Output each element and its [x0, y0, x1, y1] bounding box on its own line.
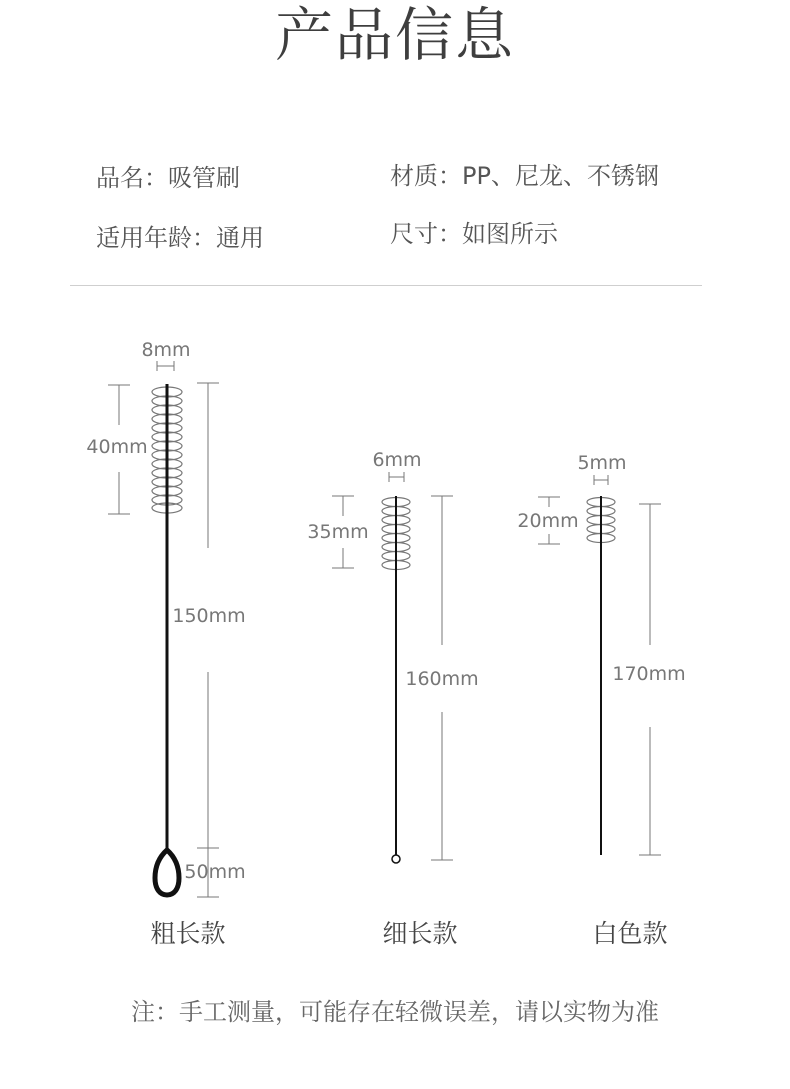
- brush1-handle-length-label: 50mm: [184, 861, 246, 883]
- product-size: 尺寸：如图所示: [390, 220, 558, 248]
- bristle-width-marker: [157, 361, 174, 371]
- brush3-width-label: 5mm: [577, 452, 627, 474]
- brush3-total-length-label: 170mm: [612, 663, 686, 685]
- variant-white: 白色款: [592, 919, 668, 948]
- brush1-bristle-length-label: 40mm: [86, 436, 148, 458]
- brush1-total-length-label: 150mm: [172, 605, 246, 627]
- variant-thin-long: 细长款: [382, 919, 458, 948]
- page-title: 产品信息: [274, 1, 515, 69]
- wire-end-loop: [392, 855, 400, 863]
- brush2-width-label: 6mm: [372, 449, 422, 471]
- brush1-width-label: 8mm: [141, 339, 191, 361]
- variant-thick-long: 粗长款: [150, 919, 226, 948]
- measurement-note: 注：手工测量，可能存在轻微误差，请以实物为准: [131, 998, 659, 1026]
- product-age: 适用年龄：通用: [96, 224, 264, 252]
- loop-handle: [155, 850, 179, 895]
- brush2-total-length-label: 160mm: [405, 668, 479, 690]
- brush3-bristle-length-label: 20mm: [517, 510, 579, 532]
- brush2-bristle-length-label: 35mm: [307, 521, 369, 543]
- bristle-width-marker: [389, 472, 404, 482]
- bristle-width-marker: [594, 475, 608, 485]
- product-name: 品名：吸管刷: [96, 164, 240, 192]
- product-material: 材质：PP、尼龙、不锈钢: [390, 162, 659, 190]
